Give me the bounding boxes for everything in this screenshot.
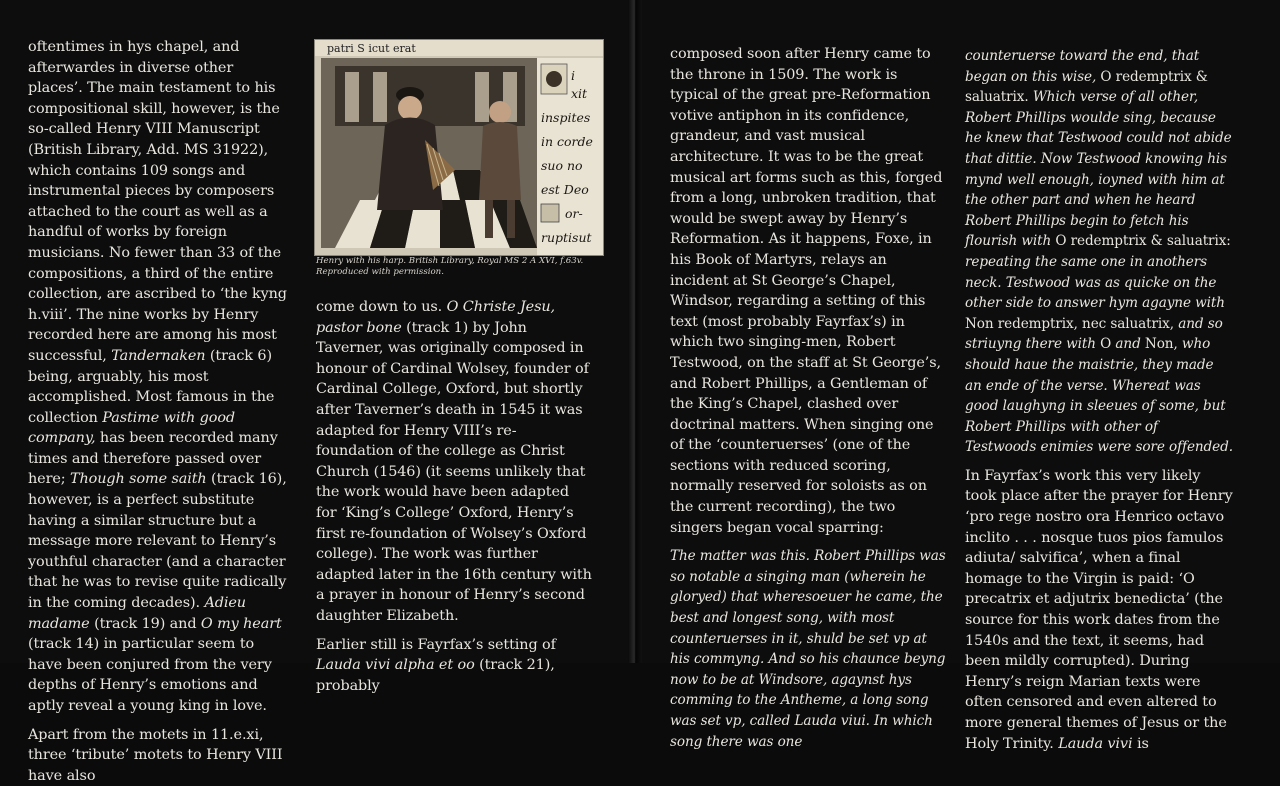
text-run: counteruerse toward the end, that began on this wise, bbox=[965, 48, 1200, 85]
roman-phrase: O redemptrix & saluatrix: bbox=[1055, 233, 1231, 250]
paragraph bbox=[316, 297, 592, 627]
paragraph: composed soon after Henry came to the throne in 1509. The work is typical of the great pre-Reformation votive antiphon in its confidence, grandeur, and vast musical architecture. It was to be the great musical art forms such as this, forged from a long, unbroken tradition, that would be swept away by Henry’s Reformation. As it happens, Foxe, in his Book of Martyrs, relays an incident at St George’s Chapel, Windsor, regarding a setting of this text (most probably Fayrfax’s) in which two singing-men, Robert Testwood, on the staff at St George’s, and Robert Phillips, a Gentleman of the King’s Chapel, clashed over doctrinal matters. When singing one of the ‘counteruerses’ (one of the sections with reduced scoring, normally reserved for soloists as on the current recording), the two singers began vocal sparring: bbox=[670, 46, 943, 536]
figure-caption bbox=[316, 256, 602, 278]
text-run: come down to us. bbox=[316, 299, 447, 315]
text-run: (track 16), however, is a perfect substitute having a similar structure but a message more relevant to Henry’s youthful character (and a character that he was to revise quite radically in the coming decades). bbox=[28, 471, 287, 612]
italic-title: Lauda vivi alpha et oo bbox=[316, 657, 475, 674]
text-column-1 bbox=[28, 37, 290, 786]
italic-title: Tandernaken bbox=[111, 347, 206, 364]
text-column-4 bbox=[965, 46, 1233, 754]
illumination-image bbox=[315, 40, 603, 255]
manuscript-line: xit bbox=[571, 86, 588, 101]
block-quote: The matter was this. Robert Phillips was so notable a singing man (wherein he gloryed) that wheresoeuer he came, the best and longest song, with most counteruerses in it, shuld be set vp at his commyng. And so his chaunce beyng now to be at Windsore, agaynst hys comming to the Antheme, a long song was set vp, called Lauda viui. In which song there was one bbox=[670, 548, 946, 750]
roman-phrase: O redemptrix & saluatrix. bbox=[965, 68, 1208, 106]
italic-title: Pastime with good company, bbox=[28, 409, 236, 447]
banner-text: patri S icut erat bbox=[327, 42, 416, 55]
text-run: (track 19) and bbox=[89, 615, 201, 632]
manuscript-line: i bbox=[571, 68, 575, 83]
text-run: who should haue the maistrie, they made an ende of the verse. Whereat was good laughyng in sleeues of some, but Robert Phillips with other of Testwoods enimies were sore offended. bbox=[965, 336, 1233, 456]
text-run: has been recorded many times and therefore passed over here; bbox=[28, 430, 278, 488]
manuscript-line: suo no bbox=[541, 158, 583, 173]
manuscript-line: est Deo bbox=[541, 182, 589, 197]
roman-phrase: Non, bbox=[1144, 336, 1178, 353]
paragraph bbox=[28, 37, 290, 717]
caption-line: Henry with his harp. British Library, Royal MS 2 A XVI, f.63v. bbox=[316, 256, 584, 266]
paragraph bbox=[965, 466, 1233, 754]
text-run: (track 21), probably bbox=[316, 657, 555, 694]
text-run: (track 6) being, arguably, his most accomplished. Most famous in the collection bbox=[28, 347, 275, 426]
italic-title: O my heart bbox=[200, 615, 282, 632]
italic-title: Adieu madame bbox=[28, 595, 246, 632]
text-run: and so striuyng there with bbox=[965, 315, 1223, 353]
text-run: repeating the same one in anothers neck. Testwood was as quicke on the other side to answer hym agayne with bbox=[965, 253, 1225, 312]
manuscript-line: or- bbox=[565, 206, 583, 221]
paragraph bbox=[316, 635, 592, 697]
text-run: Which verse of all other, Robert Phillips woulde sing, because he knew that Testwood could not abide that dittie. Now Testwood knowing his mynd well enough, ioyned with him at the other part and when he heard Robert Phillips begin to fetch his flourish with bbox=[965, 89, 1232, 250]
manuscript-illustration bbox=[314, 39, 604, 256]
text-column-3 bbox=[670, 44, 946, 752]
text-run: (track 14) in particular seem to have been conjured from the very depths of Henry’s emotions and aptly reveal a young king in love. bbox=[28, 636, 272, 714]
text-run: Earlier still is Fayrfax’s setting of bbox=[316, 636, 556, 653]
roman-phrase: Non redemptrix, nec saluatrix, bbox=[965, 315, 1174, 332]
book-gutter bbox=[628, 0, 642, 663]
text-column-2 bbox=[316, 297, 592, 696]
roman-phrase: O bbox=[1100, 336, 1112, 353]
italic-title: O Christe Jesu, pastor bone bbox=[316, 299, 556, 336]
caption-line: Reproduced with permission. bbox=[316, 267, 444, 277]
italic-title: Though some saith bbox=[70, 471, 207, 488]
manuscript-line: inspites bbox=[541, 110, 591, 125]
text-run: and bbox=[1111, 336, 1145, 353]
text-run: oftentimes in hys chapel, and afterwardes in diverse other places’. The main testament to his compositional skill, however, is the so-called Henry VIII Manuscript (British Library, Add. MS 31922), which contains 109 songs and instrumental pieces by composers attached to the court as well as a handful of works by foreign musicians. No fewer than 33 of the compositions, a third of the entire collection, are ascribed to ‘the kyng h.viii’. The nine works by Henry recorded here are among his most successful, bbox=[28, 39, 287, 364]
manuscript-line: in corde bbox=[541, 134, 593, 149]
text-run: is bbox=[1132, 735, 1149, 752]
paragraph: Apart from the motets in 11.e.xi, three ‘tribute’ motets to Henry VIII have also bbox=[28, 726, 283, 784]
manuscript-line: ruptisut bbox=[541, 230, 592, 245]
block-quote bbox=[965, 46, 1233, 458]
text-run: (track 1) by John Taverner, was originally composed in honour of Cardinal Wolsey, founder of Cardinal College, Oxford, but shortly after Taverner’s death in 1545 it was adapted for Henry VIII’s re-foundation of the college as Christ Church (1546) (it seems unlikely that the work would have been adapted for ‘King’s College’ Oxford, Henry’s first re-foundation of Wolsey’s Oxford college). The work was further adapted later in the 16th century with a prayer in honour of Henry’s second daughter Elizabeth. bbox=[316, 319, 592, 624]
text-run: In Fayrfax’s work this very likely took place after the prayer for Henry ‘pro rege nostro ora Henrico octavo inclito . . . nosque tuos pios famulos adiuta/ salvifica’, when a final homage to the Virgin is paid: ‘O precatrix et adjutrix benedicta’ (the source for this work dates from the 1540s and the text, it seems, had been mildly corrupted). During Henry’s reign Marian texts were often censored and even altered to more general themes of Jesus or the Holy Trinity. bbox=[965, 467, 1233, 752]
italic-title: Lauda vivi bbox=[1058, 735, 1133, 752]
